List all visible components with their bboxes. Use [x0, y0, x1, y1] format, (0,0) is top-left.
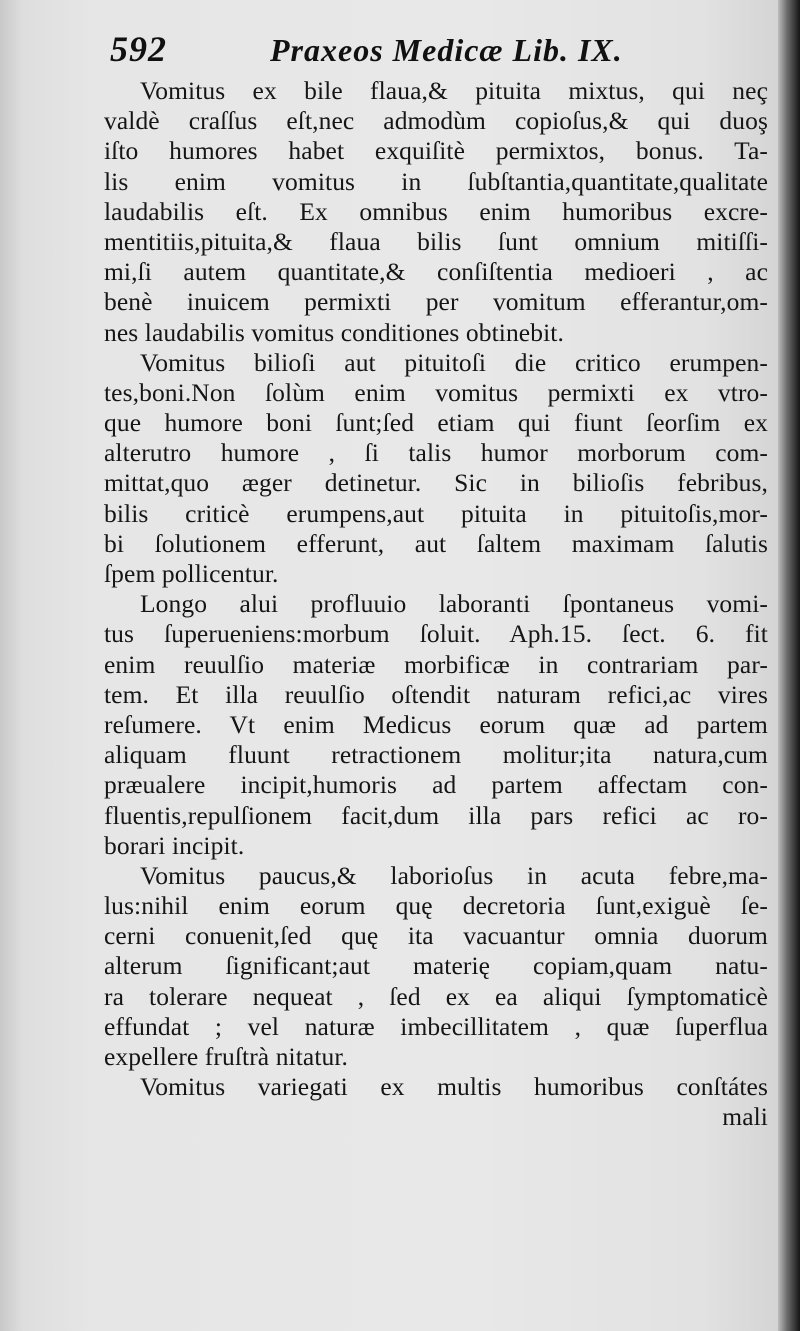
running-title: Praxeos Medicæ Lib. IX.: [270, 32, 623, 68]
text-line: effundat ; vel naturæ imbecillitatem , quæ ſuperflua: [104, 1011, 768, 1041]
text-line: bi ſolutionem efferunt, aut ſaltem maximam ſalutis: [104, 528, 768, 558]
text-line: tus ſuperueniens:morbum ſoluit. Aph.15. ſect. 6. fit: [104, 619, 768, 649]
text-line: Longo alui profluuio laboranti ſpontaneus vomi-: [140, 589, 768, 619]
text-line: tem. Et illa reuulſio oſtendit naturam refici,ac vires: [104, 679, 768, 709]
text-line: aliquam fluunt retractionem molitur;ita natura,cum: [104, 740, 768, 770]
text-line: enim reuulſio materiæ morbificæ in contrariam par-: [104, 649, 768, 679]
text-line: Vomitus paucus,& laborioſus in acuta febre,ma-: [140, 860, 768, 890]
text-line: Vomitus bilioſi aut pituitoſi die critico erumpen-: [140, 347, 768, 377]
text-line: alterum ſignificant;aut materię copiam,quam natu-: [104, 951, 768, 981]
text-line: mittat,quo æger detinetur. Sic in bilioſis febribus,: [104, 468, 768, 498]
text-line: mi,ſi autem quantitate,& conſiſtentia medioeri , ac: [104, 257, 768, 287]
text-line: benè inuicem permixti per vomitum efferantur,om-: [104, 287, 768, 317]
body-text: [104, 76, 768, 1133]
text-line: lis enim vomitus in ſubſtantia,quantitate,qualitate: [104, 166, 768, 196]
text-line: reſumere. Vt enim Medicus eorum quæ ad partem: [104, 709, 768, 739]
text-line: borari incipit.: [104, 830, 245, 860]
text-line: ſpem pollicentur.: [104, 559, 279, 588]
text-line: valdè craſſus eſt,nec admodùm copioſus,& qui duoş: [104, 106, 768, 136]
text-line: bilis criticè erumpens,aut pituita in pituitoſis,mor-: [104, 498, 768, 528]
text-line: expellere fruſtrà nitatur.: [104, 1042, 349, 1071]
text-line: que humore boni ſunt;ſed etiam qui fiunt ſeorſim ex: [104, 408, 768, 438]
text-line: laudabilis eſt. Ex omnibus enim humoribus excre-: [104, 196, 768, 226]
catchword: mali: [722, 1102, 768, 1132]
book-gutter-shadow: [778, 0, 800, 1331]
text-line: fluentis,repulſionem facit,dum illa pars refici ac ro-: [104, 800, 768, 830]
text-line: præualere incipit,humoris ad partem affectam con-: [104, 770, 768, 800]
text-line: iſto humores habet exquiſitè permixtos, bonus. Ta-: [104, 136, 768, 166]
text-line: tes,boni.Non ſolùm enim vomitus permixti ex vtro-: [104, 377, 768, 407]
text-line: mentitiis,pituita,& flaua bilis ſunt omnium mitiſſi-: [104, 226, 768, 256]
running-head: [110, 28, 670, 74]
page-number: 592: [110, 29, 167, 69]
text-line: alterutro humore , ſi talis humor morborum com-: [104, 438, 768, 468]
text-line: Vomitus ex bile flaua,& pituita mixtus, qui neç: [140, 76, 768, 105]
text-line: ra tolerare nequeat , ſed ex ea aliqui ſymptomaticè: [104, 981, 768, 1011]
text-line: cerni conuenit,ſed quę ita vacuantur omnia duorum: [104, 921, 768, 951]
text-line: nes laudabilis vomitus conditiones obtinebit.: [104, 317, 564, 347]
text-line: lus:nihil enim eorum quę decretoria ſunt,exiguè ſe-: [104, 891, 768, 921]
text-line: Vomitus variegati ex multis humoribus conſtátes: [140, 1072, 768, 1102]
